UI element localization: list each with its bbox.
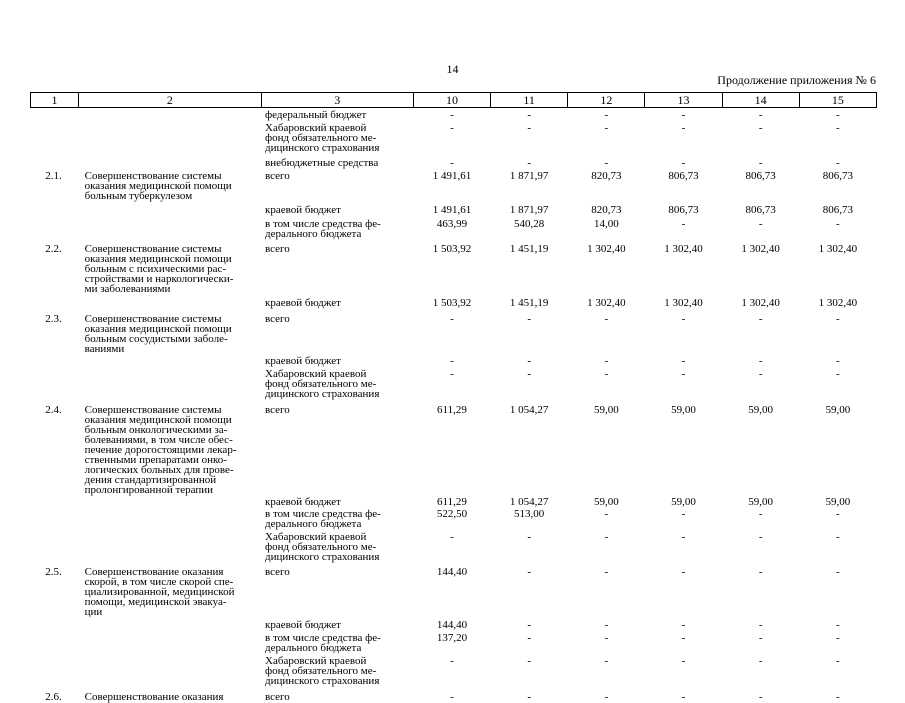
item-name bbox=[79, 630, 261, 653]
value-cell: - bbox=[527, 157, 531, 169]
value-cell: - bbox=[681, 368, 686, 380]
funding-source: всего bbox=[265, 243, 290, 255]
value-cell: - bbox=[836, 313, 840, 325]
continuation-label: Продолжение приложения № 6 bbox=[717, 73, 876, 87]
value-cell: 1 302,40 bbox=[664, 297, 703, 309]
value-cell: 59,00 bbox=[825, 496, 851, 508]
value-cell: - bbox=[527, 531, 531, 543]
value-cell: 14,00 bbox=[593, 218, 619, 230]
table-row bbox=[31, 354, 877, 366]
item-number bbox=[31, 507, 79, 529]
value-cell: 1 302,40 bbox=[587, 243, 626, 255]
value-cell: - bbox=[527, 122, 531, 134]
value-cell: 1 054,27 bbox=[509, 404, 549, 416]
item-name: Совершенствование оказания bbox=[84, 691, 224, 703]
funding-source: всего bbox=[265, 566, 290, 578]
value-cell: 59,00 bbox=[825, 404, 851, 416]
value-cell: - bbox=[681, 355, 686, 367]
item-number bbox=[31, 653, 79, 686]
item-number bbox=[31, 120, 79, 153]
header-cell: 11 bbox=[491, 93, 568, 108]
funding-source: краевой бюджет bbox=[265, 619, 341, 631]
value-cell: - bbox=[681, 313, 686, 325]
value-cell: 1 302,40 bbox=[741, 297, 780, 309]
value-cell: 513,00 bbox=[514, 508, 545, 520]
funding-source: внебюджетные средства bbox=[265, 157, 379, 169]
value-cell: - bbox=[527, 691, 531, 703]
value-cell: - bbox=[527, 368, 531, 380]
funding-source: краевой бюджет bbox=[265, 355, 341, 367]
value-cell: 59,00 bbox=[593, 496, 619, 508]
item-number: 2.5. bbox=[45, 566, 62, 578]
funding-source: Хабаровский краевой фонд обязательного ме- дицинского страхования bbox=[265, 655, 380, 687]
value-cell: - bbox=[758, 109, 763, 121]
header-cell: 12 bbox=[568, 93, 645, 108]
value-cell: - bbox=[758, 157, 763, 169]
funding-source: всего bbox=[265, 170, 290, 182]
value-cell: - bbox=[758, 531, 763, 543]
value-cell: - bbox=[604, 122, 609, 134]
funding-source: всего bbox=[265, 313, 290, 325]
value-cell: - bbox=[450, 655, 454, 667]
item-number bbox=[31, 294, 79, 308]
value-cell: 1 054,27 bbox=[509, 496, 549, 508]
value-cell: - bbox=[450, 368, 454, 380]
item-name bbox=[79, 653, 261, 686]
item-name: Совершенствование системы оказания медицинской помощи больным сосудистыми заболе- ваниями bbox=[84, 313, 232, 355]
value-cell: 1 302,40 bbox=[664, 243, 703, 255]
item-number bbox=[31, 529, 79, 562]
value-cell: - bbox=[758, 508, 763, 520]
funding-source: краевой бюджет bbox=[265, 297, 341, 309]
header-cell: 15 bbox=[799, 93, 876, 108]
funding-source: Хабаровский краевой фонд обязательного ме- дицинского страхования bbox=[265, 122, 380, 154]
header-cell: 14 bbox=[722, 93, 799, 108]
value-cell: - bbox=[604, 655, 609, 667]
item-name bbox=[79, 507, 261, 529]
value-cell: 144,40 bbox=[436, 566, 468, 578]
header-cell: 2 bbox=[79, 93, 261, 108]
funding-source: Хабаровский краевой фонд обязательного ме- дицинского страхования bbox=[265, 531, 380, 563]
table-row bbox=[31, 686, 877, 702]
value-cell: - bbox=[604, 619, 609, 631]
value-cell: 59,00 bbox=[593, 404, 619, 416]
value-cell: - bbox=[527, 566, 531, 578]
value-cell: - bbox=[450, 355, 454, 367]
value-cell: - bbox=[681, 508, 686, 520]
value-cell: 540,28 bbox=[514, 218, 545, 230]
value-cell: 1 871,97 bbox=[509, 204, 549, 216]
value-cell: 1 451,19 bbox=[509, 297, 549, 309]
table-row bbox=[31, 120, 877, 153]
value-cell: 806,73 bbox=[745, 204, 776, 216]
value-cell: - bbox=[758, 632, 763, 644]
value-cell: - bbox=[681, 655, 686, 667]
value-cell: - bbox=[758, 368, 763, 380]
value-cell: - bbox=[758, 691, 763, 703]
value-cell: - bbox=[604, 313, 609, 325]
table-row bbox=[31, 653, 877, 686]
value-cell: - bbox=[836, 508, 840, 520]
item-name bbox=[79, 366, 261, 399]
value-cell: - bbox=[450, 122, 454, 134]
value-cell: - bbox=[527, 619, 531, 631]
value-cell: 463,99 bbox=[436, 218, 468, 230]
funding-source: федеральный бюджет bbox=[265, 109, 367, 121]
value-cell: 59,00 bbox=[748, 404, 774, 416]
value-cell: 59,00 bbox=[671, 404, 696, 416]
value-cell: 611,29 bbox=[437, 404, 467, 416]
table-row bbox=[31, 294, 877, 308]
value-cell: - bbox=[527, 655, 531, 667]
value-cell: - bbox=[836, 566, 840, 578]
item-name bbox=[79, 215, 261, 239]
item-name bbox=[79, 294, 261, 308]
header-cell: 10 bbox=[413, 93, 490, 108]
value-cell: - bbox=[758, 566, 763, 578]
item-number: 2.2. bbox=[45, 243, 62, 255]
value-cell: - bbox=[836, 218, 840, 230]
value-cell: - bbox=[604, 368, 609, 380]
value-cell: - bbox=[836, 632, 840, 644]
value-cell: 806,73 bbox=[745, 170, 776, 182]
value-cell: - bbox=[450, 313, 454, 325]
table-row bbox=[31, 108, 877, 121]
item-name bbox=[79, 201, 261, 215]
table-row bbox=[31, 495, 877, 507]
value-cell: 820,73 bbox=[591, 170, 622, 182]
item-number bbox=[31, 354, 79, 366]
item-name: Совершенствование системы оказания медицинской помощи больным с психическими рас- стройствами и наркологически- ми заболеваниями bbox=[84, 243, 234, 295]
table-row bbox=[31, 366, 877, 399]
value-cell: - bbox=[527, 355, 531, 367]
value-cell: 1 302,40 bbox=[818, 297, 858, 309]
table-row bbox=[31, 153, 877, 168]
table-row bbox=[31, 215, 877, 239]
value-cell: - bbox=[527, 109, 531, 121]
funding-source: краевой бюджет bbox=[265, 496, 341, 508]
item-number bbox=[31, 201, 79, 215]
item-number bbox=[31, 108, 79, 121]
funding-source: всего bbox=[265, 404, 290, 416]
value-cell: - bbox=[681, 619, 686, 631]
value-cell: 611,29 bbox=[437, 496, 467, 508]
table-row bbox=[31, 399, 877, 495]
value-cell: 1 302,40 bbox=[587, 297, 626, 309]
funding-source: краевой бюджет bbox=[265, 204, 341, 216]
value-cell: - bbox=[604, 632, 609, 644]
value-cell: 1 503,92 bbox=[432, 297, 472, 309]
value-cell: 1 871,97 bbox=[509, 170, 549, 182]
value-cell: - bbox=[836, 531, 840, 543]
page-number: 14 bbox=[446, 62, 459, 76]
funding-source: всего bbox=[265, 691, 290, 703]
header-row bbox=[31, 93, 877, 108]
item-number bbox=[31, 153, 79, 168]
item-name bbox=[79, 529, 261, 562]
value-cell: - bbox=[836, 619, 840, 631]
table-row bbox=[31, 201, 877, 215]
value-cell: 137,20 bbox=[436, 632, 468, 644]
header-cell: 13 bbox=[645, 93, 722, 108]
value-cell: - bbox=[604, 157, 609, 169]
value-cell: - bbox=[758, 655, 763, 667]
value-cell: 806,73 bbox=[668, 204, 699, 216]
table-row bbox=[31, 507, 877, 529]
table-row bbox=[31, 617, 877, 630]
item-number bbox=[31, 366, 79, 399]
item-name bbox=[79, 354, 261, 366]
item-number bbox=[31, 495, 79, 507]
value-cell: - bbox=[681, 218, 686, 230]
value-cell: 1 491,61 bbox=[432, 170, 472, 182]
funding-source: в том числе средства фе- дерального бюджета bbox=[265, 632, 381, 654]
value-cell: - bbox=[836, 655, 840, 667]
funding-source: в том числе средства фе- дерального бюджета bbox=[265, 508, 381, 530]
value-cell: - bbox=[758, 619, 763, 631]
value-cell: 1 302,40 bbox=[818, 243, 858, 255]
value-cell: 1 451,19 bbox=[509, 243, 549, 255]
value-cell: - bbox=[604, 508, 609, 520]
item-name bbox=[79, 617, 261, 630]
table-row bbox=[31, 239, 877, 294]
value-cell: - bbox=[681, 109, 686, 121]
item-number: 2.6. bbox=[45, 691, 62, 703]
item-number bbox=[31, 617, 79, 630]
value-cell: 806,73 bbox=[822, 170, 853, 182]
value-cell: 1 503,92 bbox=[432, 243, 472, 255]
value-cell: - bbox=[758, 122, 763, 134]
value-cell: - bbox=[450, 157, 454, 169]
value-cell: - bbox=[836, 157, 840, 169]
value-cell: 144,40 bbox=[436, 619, 468, 631]
value-cell: - bbox=[450, 691, 454, 703]
value-cell: - bbox=[758, 218, 763, 230]
table-row bbox=[31, 630, 877, 653]
value-cell: - bbox=[758, 355, 763, 367]
value-cell: - bbox=[681, 531, 686, 543]
value-cell: 59,00 bbox=[748, 496, 774, 508]
value-cell: - bbox=[604, 566, 609, 578]
value-cell: - bbox=[836, 122, 840, 134]
budget-table bbox=[30, 92, 877, 702]
item-number bbox=[31, 630, 79, 653]
value-cell: 59,00 bbox=[671, 496, 696, 508]
funding-source: в том числе средства фе- дерального бюджета bbox=[265, 218, 381, 240]
value-cell: - bbox=[681, 691, 686, 703]
value-cell: - bbox=[604, 355, 609, 367]
value-cell: - bbox=[604, 531, 609, 543]
item-name: Совершенствование оказания скорой, в том числе скорой спе- циализированной, медицинской помощи, медицинской эвакуа- ции bbox=[84, 566, 235, 618]
table-row bbox=[31, 562, 877, 617]
table-row bbox=[31, 168, 877, 201]
value-cell: - bbox=[681, 566, 686, 578]
value-cell: - bbox=[836, 691, 840, 703]
value-cell: - bbox=[836, 368, 840, 380]
value-cell: 1 491,61 bbox=[432, 204, 472, 216]
value-cell: 820,73 bbox=[591, 204, 622, 216]
table-row bbox=[31, 308, 877, 354]
item-name bbox=[79, 495, 261, 507]
value-cell: - bbox=[681, 122, 686, 134]
item-number: 2.1. bbox=[45, 170, 62, 182]
table-row bbox=[31, 529, 877, 562]
value-cell: - bbox=[836, 109, 840, 121]
funding-source: Хабаровский краевой фонд обязательного ме- дицинского страхования bbox=[265, 368, 380, 400]
header-cell: 3 bbox=[261, 93, 413, 108]
item-number bbox=[31, 215, 79, 239]
item-number: 2.4. bbox=[45, 404, 62, 416]
value-cell: 806,73 bbox=[668, 170, 699, 182]
value-cell: - bbox=[450, 531, 454, 543]
header-cell: 1 bbox=[31, 93, 79, 108]
value-cell: - bbox=[836, 355, 840, 367]
value-cell: - bbox=[450, 109, 454, 121]
value-cell: 522,50 bbox=[436, 508, 468, 520]
item-name bbox=[79, 108, 261, 121]
value-cell: - bbox=[604, 691, 609, 703]
value-cell: - bbox=[681, 157, 686, 169]
item-name: Совершенствование системы оказания медицинской помощи больным онкологическими за- болеваниями, в том числе обес- печение дорогостоящими лекар- ственными препаратами онко- логических больных для прове- дения стандартизированной пролонгированной терапии bbox=[84, 404, 237, 496]
value-cell: - bbox=[527, 632, 531, 644]
value-cell: 1 302,40 bbox=[741, 243, 780, 255]
value-cell: 806,73 bbox=[822, 204, 853, 216]
value-cell: - bbox=[758, 313, 763, 325]
item-name bbox=[79, 120, 261, 153]
item-number: 2.3. bbox=[45, 313, 62, 325]
value-cell: - bbox=[604, 109, 609, 121]
value-cell: - bbox=[681, 632, 686, 644]
item-name: Совершенствование системы оказания медицинской помощи больным туберкулезом bbox=[84, 170, 232, 202]
value-cell: - bbox=[527, 313, 531, 325]
item-name bbox=[79, 153, 261, 168]
